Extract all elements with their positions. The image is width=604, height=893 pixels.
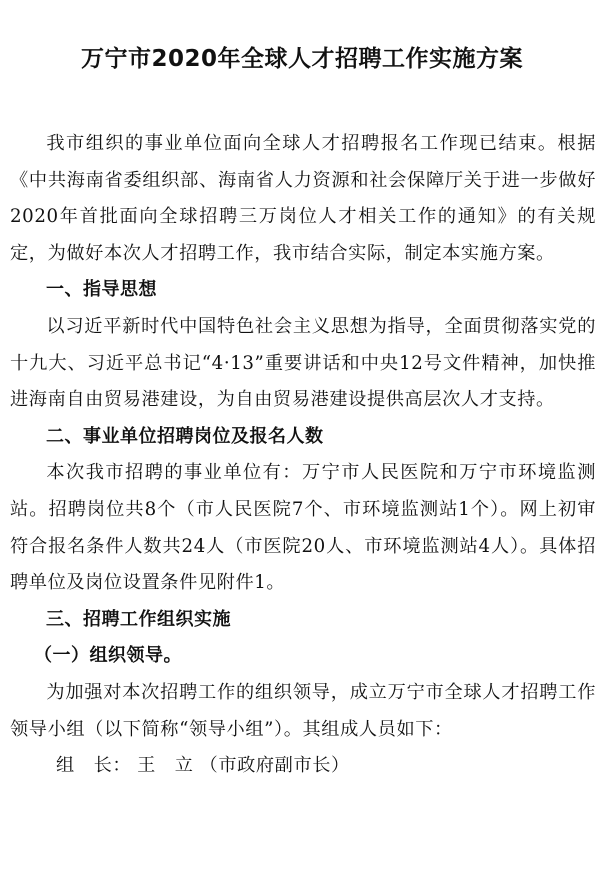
document-title: 万宁市2020年全球人才招聘工作实施方案 [80, 46, 523, 72]
member-position: （市政府副市长） [199, 755, 350, 777]
subsection-leadership-paragraph: 为加强对本次招聘工作的组织领导，成立万宁市全球人才招聘工作领导小组（以下简称“领导小组”）。其组成人员如下： [10, 681, 596, 740]
intro-paragraph: 我市组织的事业单位面向全球人才招聘报名工作现已结束。根据《中共海南省委组织部、海南省人力资源和社会保障厅关于进一步做好2020年首批面向全球招聘三万岗位人才相关工作的通知》的有关规定，为做好本次人才招聘工作，我市结合实际，制定本实施方案。 [10, 133, 596, 264]
section-implementation-heading: 三、招聘工作组织实施 [46, 608, 231, 630]
section-positions-paragraph: 本次我市招聘的事业单位有：万宁市人民医院和万宁市环境监测站。招聘岗位共8个（市人民医院7个、市环境监测站1个）。网上初审符合报名条件人数共24人（市医院20人、市环境监测站4人）。具体招聘单位及岗位设置条件见附件1。 [10, 462, 596, 594]
member-line [10, 748, 596, 785]
member-name: 王 立 [137, 755, 194, 777]
document-body [10, 126, 596, 785]
subsection-leadership-heading: （一）组织领导。 [34, 645, 182, 667]
section-positions-heading: 二、事业单位招聘岗位及报名人数 [46, 425, 324, 447]
member-role: 组 长： [56, 755, 132, 777]
section-guiding-ideology-heading: 一、指导思想 [46, 279, 157, 301]
section-guiding-ideology-paragraph: 以习近平新时代中国特色社会主义思想为指导，全面贯彻落实党的十九大、习近平总书记“4·13”重要讲话和中央12号文件精神，加快推进海南自由贸易港建设，为自由贸易港建设提供高层次人才支持。 [10, 315, 596, 411]
